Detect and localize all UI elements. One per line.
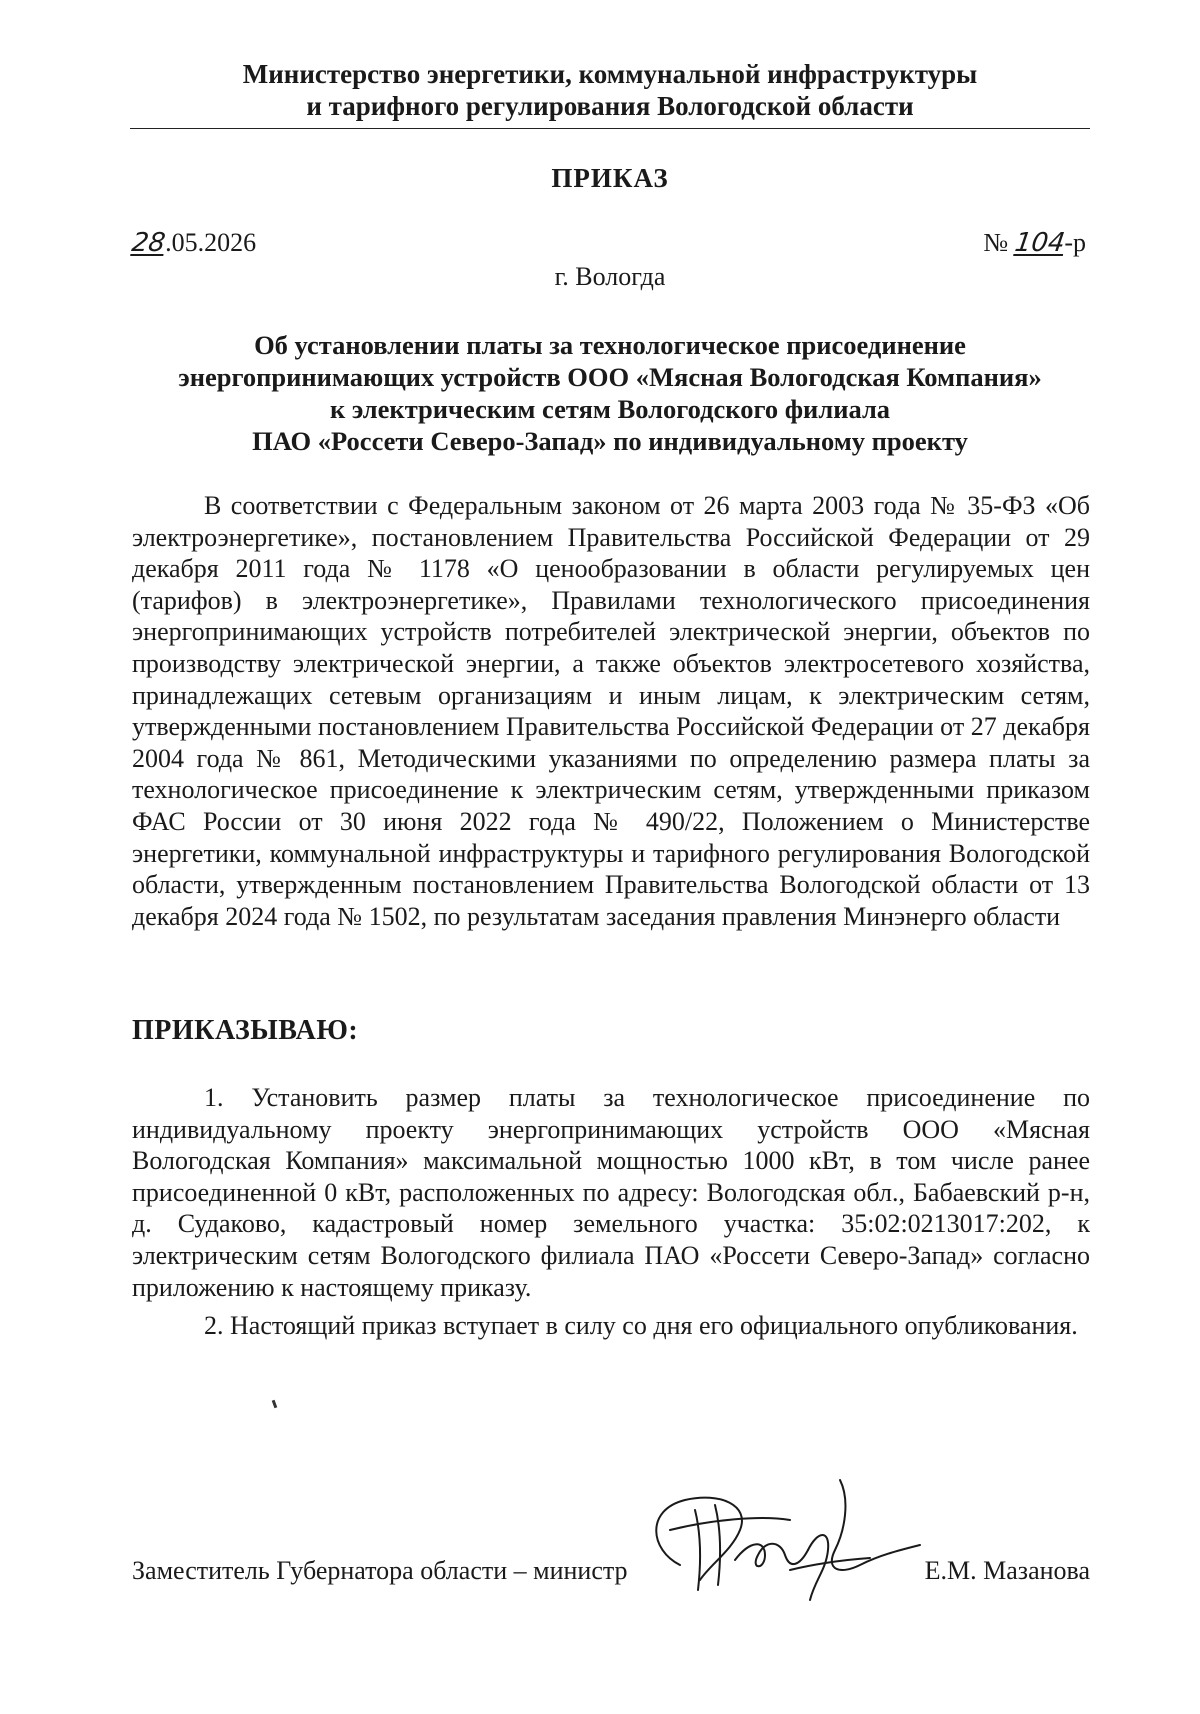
header-divider: [130, 128, 1090, 129]
ministry-header: [130, 58, 1090, 122]
number-handwritten: 104: [1012, 228, 1067, 258]
order-directive: ПРИКАЗЫВАЮ:: [132, 1015, 359, 1046]
ministry-line-2: и тарифного регулирования Вологодской области: [306, 91, 914, 121]
number-suffix: -р: [1064, 228, 1086, 257]
ministry-line-1: Министерство энергетики, коммунальной инфраструктуры: [242, 59, 978, 89]
order-item-2: 2. Настоящий приказ вступает в силу со дня его официального опубликования.: [204, 1311, 1078, 1340]
document-title: [130, 329, 1090, 457]
document-city: г. Вологда: [554, 262, 666, 291]
document-date: [129, 228, 257, 258]
handwritten-signature: [640, 1470, 940, 1610]
title-line-4: ПАО «Россети Северо-Запад» по индивидуальному проекту: [252, 426, 968, 456]
number-prefix: №: [983, 228, 1009, 257]
title-line-3: к электрическим сетям Вологодского филиала: [329, 394, 891, 424]
stray-mark: [272, 1400, 278, 1409]
document-type: ПРИКАЗ: [551, 163, 669, 193]
document-number: [983, 228, 1086, 258]
date-day-handwritten: 28: [129, 228, 168, 258]
preamble-paragraph: В соответствии с Федеральным законом от 26 марта 2003 года № 35-ФЗ «Об электроэнергетике», постановлением Правительства Российской Федерации от 29 декабря 2011 года № 1178 «О ценообразовании в области регулируемых цен (тарифов) в электроэнергетике», Правилами технологического присоединения энергопринимающих устройств потребителей электрической энергии, объектов по производству электрической энергии, а также объектов электросетевого хозяйства, принадлежащих сетевым организациям и иным лицам, к электрическим сетям, утвержденными постановлением Правительства Российской Федерации от 27 декабря 2004 года № 861, Методическими указаниями по определению размера платы за технологическое присоединение к электрическим сетям, утвержденными приказом ФАС России от 30 июня 2022 года № 490/22, Положением о Министерстве энергетики, коммунальной инфраструктуры и тарифного регулирования Вологодской области, утвержденным постановлением Правительства Вологодской области от 13 декабря 2024 года № 1502, по результатам заседания правления Минэнерго области: [132, 491, 1090, 931]
title-line-1: Об установлении платы за технологическое присоединение: [254, 330, 966, 360]
title-line-2: энергопринимающих устройств ООО «Мясная Вологодская Компания»: [178, 362, 1042, 392]
signatory-name: Е.М. Мазанова: [924, 1556, 1090, 1585]
date-printed: .05.2026: [165, 228, 257, 257]
signatory-position: Заместитель Губернатора области – министр: [132, 1556, 628, 1585]
order-item-1: 1. Установить размер платы за технологическое присоединение по индивидуальному проекту энергопринимающих устройств ООО «Мясная Вологодская Компания» максимальной мощностью 1000 кВт, в том числе ранее присоединенной 0 кВт, расположенных по адресу: Вологодская обл., Бабаевский р-н, д. Судаково, кадастровый номер земельного участка: 35:02:0213017:202, к электрическим сетям Вологодского филиала ПАО «Россети Северо-Запад» согласно приложению к настоящему приказу.: [132, 1083, 1090, 1302]
